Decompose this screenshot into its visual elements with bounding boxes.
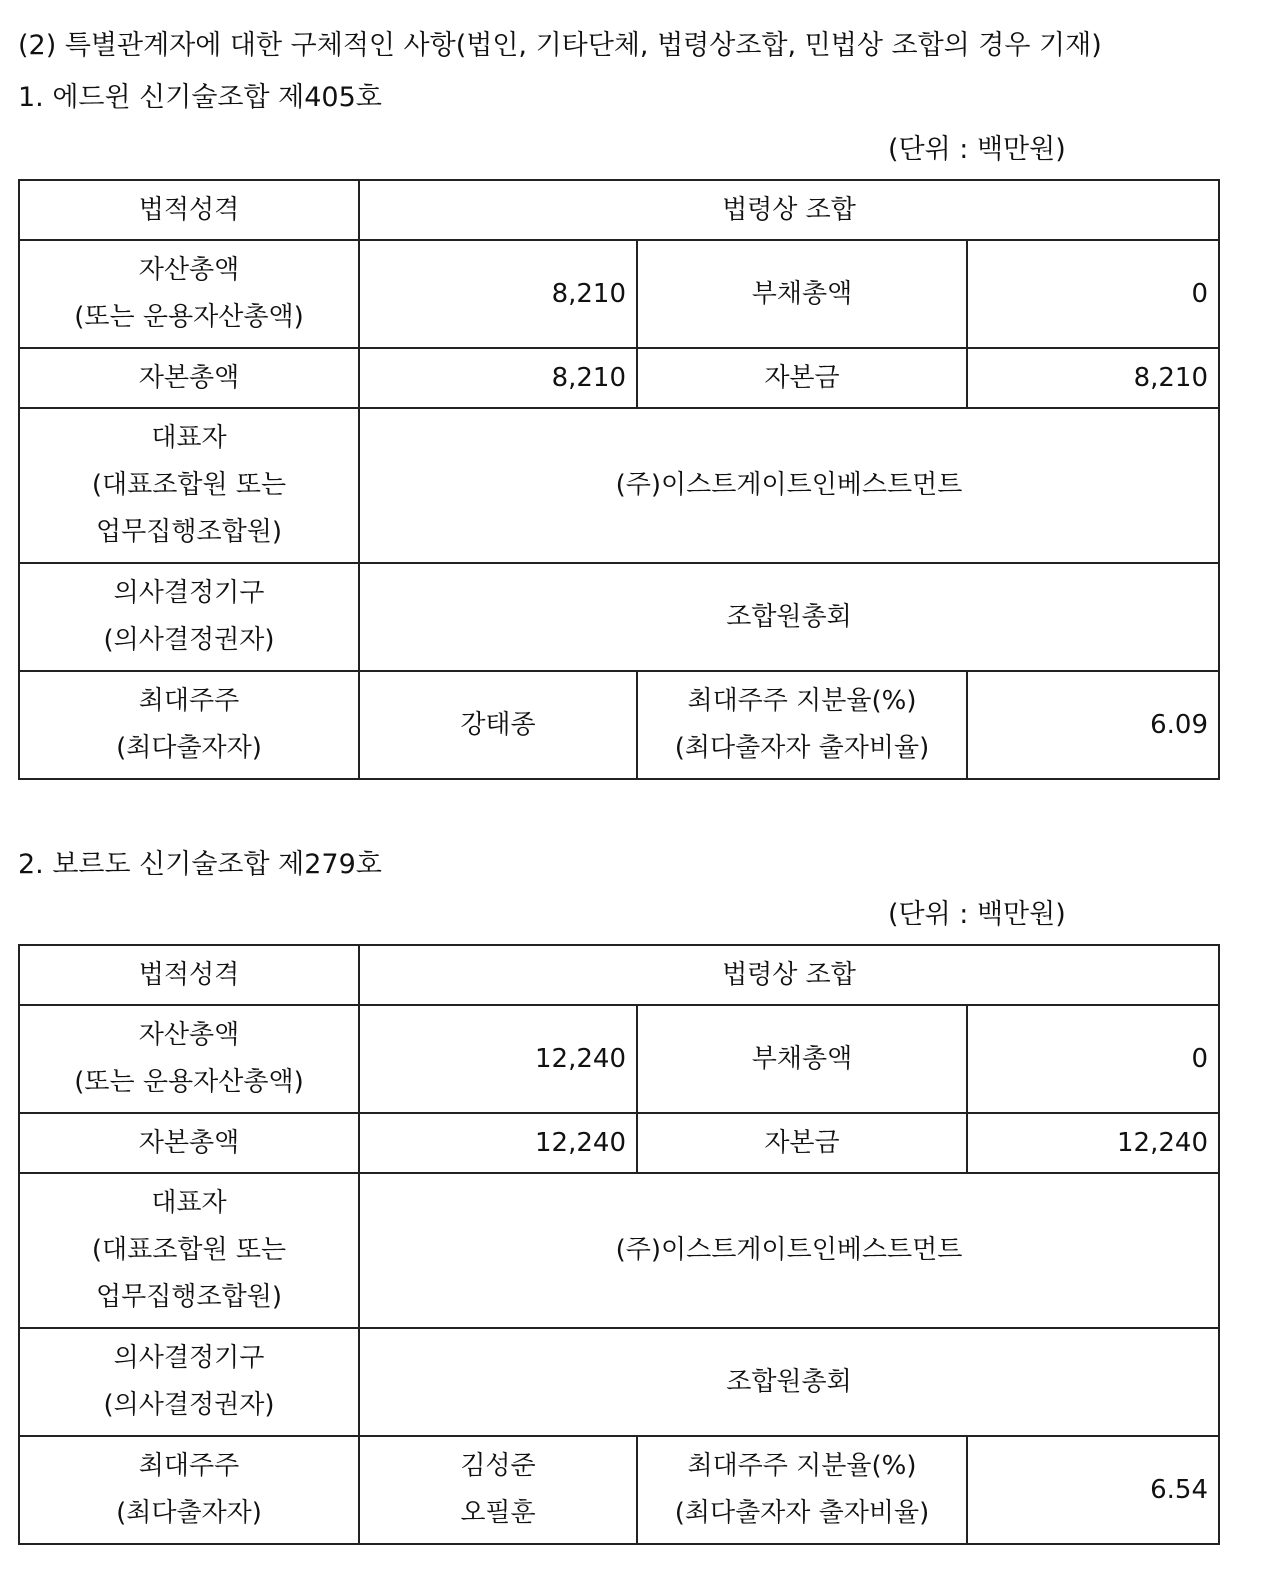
- stake-value: 6.54: [967, 1436, 1219, 1544]
- legal-nature-label: 법적성격: [19, 180, 359, 240]
- representative-row: [19, 408, 1219, 563]
- legal-nature-label: 법적성격: [19, 945, 359, 1005]
- decision-body-label: 의사결정기구 (의사결정권자): [19, 563, 359, 671]
- decision-body-row: [19, 1328, 1219, 1436]
- largest-holder-value: 강태종: [359, 671, 637, 779]
- legal-nature-row: [19, 945, 1219, 1005]
- entity-1-table: [18, 179, 1220, 780]
- decision-body-value: 조합원총회: [359, 1328, 1219, 1436]
- legal-nature-row: [19, 180, 1219, 240]
- decision-body-label: 의사결정기구 (의사결정권자): [19, 1328, 359, 1436]
- largest-holder-label: 최대주주 (최다출자자): [19, 671, 359, 779]
- total-liabilities-value: 0: [967, 240, 1219, 348]
- representative-label: 대표자 (대표조합원 또는 업무집행조합원): [19, 1173, 359, 1328]
- total-liabilities-label: 부채총액: [637, 1005, 967, 1113]
- entity-1-heading: 1. 에드윈 신기술조합 제405호: [18, 82, 382, 113]
- total-equity-value: 8,210: [359, 348, 637, 408]
- representative-label: 대표자 (대표조합원 또는 업무집행조합원): [19, 408, 359, 563]
- legal-nature-value: 법령상 조합: [359, 180, 1219, 240]
- representative-value: (주)이스트게이트인베스트먼트: [359, 1173, 1219, 1328]
- largest-holder-row: [19, 671, 1219, 779]
- total-assets-label: 자산총액 (또는 운용자산총액): [19, 240, 359, 348]
- capital-label: 자본금: [637, 1113, 967, 1173]
- total-assets-label: 자산총액 (또는 운용자산총액): [19, 1005, 359, 1113]
- total-equity-row: [19, 1113, 1219, 1173]
- total-equity-value: 12,240: [359, 1113, 637, 1173]
- entity-2-unit-label: (단위 : 백만원): [888, 899, 1066, 930]
- largest-holder-label: 최대주주 (최다출자자): [19, 1436, 359, 1544]
- total-assets-value: 12,240: [359, 1005, 637, 1113]
- capital-value: 12,240: [967, 1113, 1219, 1173]
- total-equity-label: 자본총액: [19, 1113, 359, 1173]
- legal-nature-value: 법령상 조합: [359, 945, 1219, 1005]
- total-equity-row: [19, 348, 1219, 408]
- total-liabilities-value: 0: [967, 1005, 1219, 1113]
- stake-value: 6.09: [967, 671, 1219, 779]
- stake-label: 최대주주 지분율(%) (최다출자자 출자비율): [637, 1436, 967, 1544]
- entity-2-table: [18, 944, 1220, 1545]
- section-title: (2) 특별관계자에 대한 구체적인 사항(법인, 기타단체, 법령상조합, 민법상 조합의 경우 기재): [18, 30, 1102, 61]
- decision-body-row: [19, 563, 1219, 671]
- representative-row: [19, 1173, 1219, 1328]
- capital-value: 8,210: [967, 348, 1219, 408]
- total-assets-row: [19, 1005, 1219, 1113]
- largest-holder-value: 김성준 오필훈: [359, 1436, 637, 1544]
- representative-value: (주)이스트게이트인베스트먼트: [359, 408, 1219, 563]
- entity-1-unit-label: (단위 : 백만원): [888, 134, 1066, 165]
- entity-2-heading: 2. 보르도 신기술조합 제279호: [18, 849, 382, 880]
- total-assets-value: 8,210: [359, 240, 637, 348]
- decision-body-value: 조합원총회: [359, 563, 1219, 671]
- capital-label: 자본금: [637, 348, 967, 408]
- largest-holder-row: [19, 1436, 1219, 1544]
- total-assets-row: [19, 240, 1219, 348]
- total-equity-label: 자본총액: [19, 348, 359, 408]
- total-liabilities-label: 부채총액: [637, 240, 967, 348]
- stake-label: 최대주주 지분율(%) (최다출자자 출자비율): [637, 671, 967, 779]
